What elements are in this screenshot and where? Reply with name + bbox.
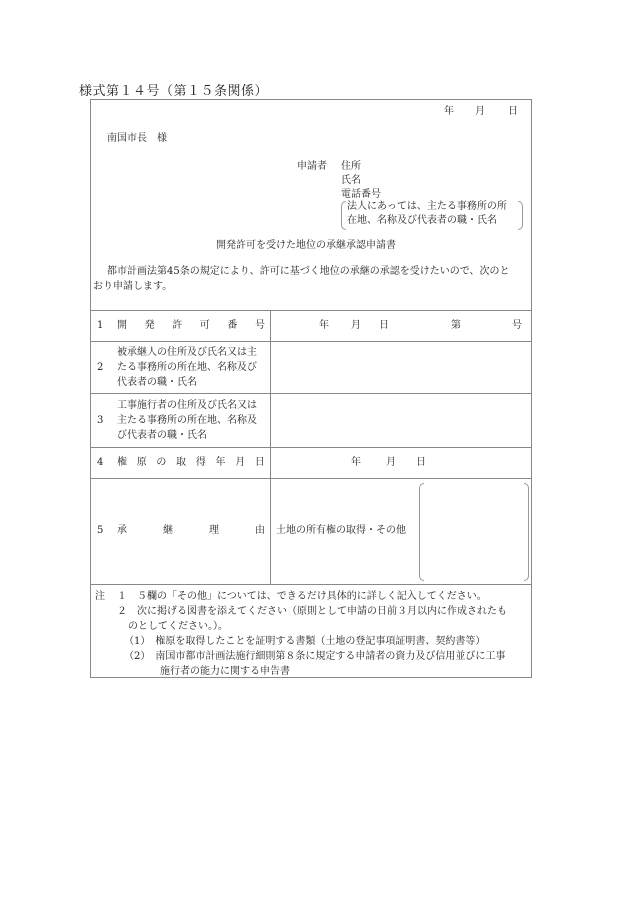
contractor-field[interactable]: [271, 394, 532, 447]
permit-day-label: 日: [379, 320, 389, 331]
label-char: 由: [255, 525, 265, 536]
row5-number: 5: [97, 525, 104, 536]
label-char: 開: [117, 320, 127, 331]
row1-label: [117, 319, 265, 333]
applicant-name-field[interactable]: 氏名: [341, 175, 361, 186]
label-char: 原: [136, 457, 147, 468]
body-text-line1: 都市計画法第45条の規定により、許可に基づく地位の承継の承認を受けたいので、次のと: [107, 266, 510, 277]
notes-prefix: 注: [95, 591, 105, 602]
corp-note-bracket-right: [518, 201, 523, 230]
label-char: 権: [117, 457, 127, 468]
label-char: 得: [195, 457, 206, 468]
row2-label-line1: 被承継人の住所及び氏名又は主: [117, 347, 257, 358]
row4-label: [117, 456, 265, 470]
permit-year-label: 年: [319, 320, 329, 331]
row2-label-line2: たる事務所の所在地、名称及び: [117, 362, 257, 373]
label-char: 可: [199, 320, 210, 331]
label-char: 理: [209, 525, 219, 536]
application-form: [90, 99, 532, 678]
permit-dai-label: 第: [451, 320, 461, 331]
note1: １ ５欄の「その他」については、できるだけ具体的に詳しく記入してください。: [117, 591, 487, 602]
row1-number: 1: [97, 320, 104, 331]
other-reason-field[interactable]: [424, 483, 524, 579]
form-number: 様式第１４号（第１５条関係）: [79, 84, 269, 99]
label-char: 年: [215, 457, 226, 468]
label-char: 承: [117, 525, 127, 536]
addressee: 南国市長 様: [107, 133, 167, 144]
other-reason-bracket-right: [524, 483, 529, 581]
permit-go-label: 号: [512, 320, 522, 331]
permit-number-field[interactable]: [271, 311, 532, 341]
corp-note-line2: 在地、名称及び代表者の職・氏名: [347, 215, 497, 226]
note-item2-line2: 施行者の能力に関する申告書: [160, 666, 290, 677]
permit-month-label: 月: [351, 320, 361, 331]
note-item2-line1: （2） 南国市都市計画法施行細則第８条に規定する申請者の資力及び信用並びに工事: [124, 651, 506, 662]
label-char: 発: [144, 320, 155, 331]
label-char: 許: [172, 320, 183, 331]
row4-number: 4: [97, 457, 104, 468]
row3-label-line1: 工事施行者の住所及び氏名又は: [117, 400, 257, 411]
note2-line2: のとしてください。）。: [128, 621, 228, 632]
body-text-line2: おり申請します。: [93, 281, 173, 292]
label-char: 継: [163, 525, 173, 536]
date-day-label: 日: [508, 106, 518, 117]
row3-label-line2: 主たる事務所の所在地、名称及: [117, 415, 257, 426]
succession-reason-option[interactable]: 土地の所有権の取得・その他: [276, 525, 406, 536]
label-char: 日: [254, 457, 265, 468]
note-item1: （1） 権原を取得したことを証明する書類（土地の登記事項証明書、契約書等）: [124, 636, 486, 647]
predecessor-field[interactable]: [271, 342, 532, 393]
row3-label-line3: び代表者の職・氏名: [117, 430, 207, 441]
acq-month-label: 月: [386, 457, 396, 468]
note2-line1: ２ 次に掲げる図書を添えてください（原則として申請の日前３月以内に作成されたも: [117, 606, 507, 617]
applicant-label: 申請者: [297, 161, 327, 172]
row2-label-line3: 代表者の職・氏名: [117, 377, 197, 388]
acq-day-label: 日: [416, 457, 426, 468]
acq-year-label: 年: [351, 457, 361, 468]
table-line: [91, 584, 531, 585]
date-year-label: 年: [444, 106, 454, 117]
document-title: 開発許可を受けた地位の承継承認申請書: [216, 240, 396, 251]
label-char: 号: [254, 320, 265, 331]
row2-number: 2: [97, 362, 104, 373]
acquisition-date-field[interactable]: [271, 448, 532, 478]
row3-number: 3: [97, 415, 104, 426]
label-char: 番: [227, 320, 238, 331]
label-char: 月: [235, 457, 246, 468]
applicant-phone-field[interactable]: 電話番号: [341, 189, 381, 200]
label-char: 取: [176, 457, 187, 468]
corp-note-line1: 法人にあっては、主たる事務所の所: [347, 201, 507, 212]
date-month-label: 月: [475, 106, 485, 117]
row5-label: [117, 524, 265, 538]
corp-note-bracket-left: [341, 201, 346, 230]
label-char: の: [156, 457, 167, 468]
table-line: [91, 478, 531, 479]
applicant-address-field[interactable]: 住所: [341, 161, 361, 172]
